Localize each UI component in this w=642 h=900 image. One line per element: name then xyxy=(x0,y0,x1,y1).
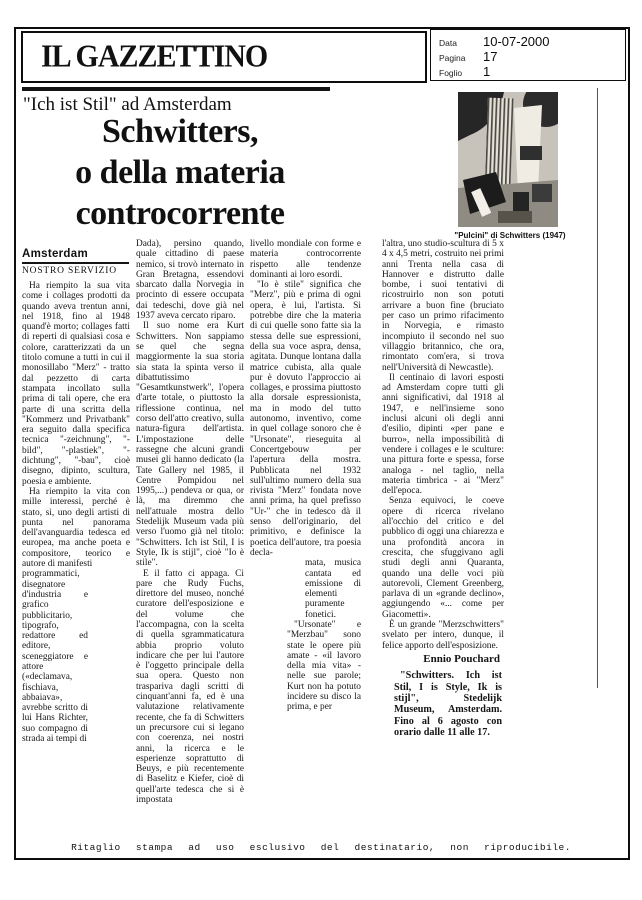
paragraph: Il centinaio di lavori esposti ad Amsterdam copre tutti gli anni significativi, dal 1918 al 1947, e nell'insieme sono inclusi alcuni oli degli anni d'esilio, dipinti «per pane e burro», nella impossibilità di vendere i collages e le sculture: una pittura forte e spessa, forse analoga - nel taglio, nella materia timbrica - ai "Merz" dell'epoca. xyxy=(382,372,504,497)
paragraph: Ha riempito la vita con mille interessi, perché è stato, sì, uno degli artisti di punta nel panorama dell'avanguardia tedesca ed europea, ma anche poeta e compositore, teorico e autore di manifesti xyxy=(22,486,130,570)
kicker: "Ich ist Stil" ad Amsterdam xyxy=(23,94,232,115)
dateline-rule xyxy=(22,262,129,264)
info-value-page: 17 xyxy=(483,49,498,64)
dateline: Amsterdam xyxy=(22,248,88,260)
body-column-4 xyxy=(382,239,504,739)
info-row-date xyxy=(439,34,625,49)
headline-line-2: o della materia xyxy=(75,154,285,191)
paragraph-narrow: programmatici, disegnatore d'industria e grafico pubblicitario, tipografo, redattore ed editore, sceneggiatore e attore («declamava, fischiava, abbaiava», avrebbe scritto di lui Hans Richter, suo compagno di strada ai tempi di xyxy=(22,569,88,745)
info-label-sheet: Foglio xyxy=(439,68,463,78)
info-box xyxy=(430,29,626,81)
service-line: NOSTRO SERVIZIO xyxy=(22,266,117,276)
headline-line-3: controcorrente xyxy=(75,195,285,232)
newspaper-masthead: IL GAZZETTINO xyxy=(41,39,268,74)
paragraph: livello mondiale con forme e materia controcorrente rispetto alle tendenze dominanti ai loro esordi. xyxy=(250,239,361,280)
paragraph: Il suo nome era Kurt Schwitters. Non sappiamo se quel che segna maggiormente la sua storia sia stata la spinta verso il dibattutissimo "Gesamtkunstwerk", l'opera d'arte totale, o piuttosto la riflessione continua, nel corso dell'atto creativo, sulla natura-figura dell'artista. L'impostazione delle rassegne che alcuni grandi musei gli hanno dedicato (la Tate Gallery nel 1985, il Centre Pompidou nel 1995,...) pendeva or qua, or là, ma diremmo che nell'attuale mostra dello Stedelijk Museum vada più verso l'uomo già nel titolo: "Schwitters. Ich ist Stil, I is Style, Ik is stijl", cioè "Io è stile". xyxy=(136,321,244,569)
headline-line-1: Schwitters, xyxy=(102,113,258,150)
info-label-page: Pagina xyxy=(439,53,466,63)
collage-image xyxy=(458,92,558,227)
article-top-rule xyxy=(22,87,330,91)
paragraph: Dada), persino quando, quale cittadino di paese nemico, si trovò internato in Gran Bretagna, essendovi sbarcato dalla Norvegia in procinto di essere occupata dai tedeschi, dove già nel 1937 aveva cercato riparo. xyxy=(136,239,244,322)
paragraph: E il fatto ci appaga. Ci pare che Rudy Fuchs, direttore del museo, nonché curatore dell'esposizione e del volume che l'accompagna, con la scelta di quella sgrammaticatura abbia proprio voluto indicare che per lui l'autore è l'oggetto principale della sua opera. Questo non traspariva dagli scritti di cinquant'anni fa, ed è una valutazione relativamente recente, che fa di Schwitters un precursore cui si legano con coerenza, nei nostri anni, la ricerca e le esperienze soprattutto di Beuys, e più recentemente di Baselitz e Kiefer, cioè di quell'arte tedesca che si è impostata xyxy=(136,568,244,806)
info-row-sheet xyxy=(439,64,625,79)
column-separator xyxy=(597,88,598,688)
masthead-box xyxy=(21,31,427,83)
info-value-sheet: 1 xyxy=(483,64,491,79)
paragraph: l'altra, uno studio-scultura di 5 x 4 x 4,5 metri, costruito nei primi anni Trenta nella casa di Hannover e distrutto dalle bombe, i suoi tentativi di ricostruirlo non son potuti arrivare a buon fine (bruciato per caso un primo rifacimento in Norvegia, e rimasto incompiuto il secondo nel suo villaggio britannico, che ora, rimontato com'era, si trova nell'Università di Newcastle). xyxy=(382,239,504,373)
paragraph-narrow: "Ursonate" e "Merzbau" sono state le opere più amate - «il lavoro della mia vita» - nelle sue parole; Kurt non ha potuto incidere su disco la prima, e per xyxy=(287,619,361,713)
paragraph: Senza equivoci, le coeve opere di ricerca rivelano all'occhio del critico e del pubblico di oggi una chiarezza e una profondità ancora in crescita, che sfuggivano agli studi degli anni Quaranta, quando una delle voci più autorevoli, Clement Greenberg, parlava di un «grande declino», aggiungendo «... come per Giacometti». xyxy=(382,496,504,620)
paragraph: È un grande "Merzschwitters" svelato per intero, dunque, il felice apporto dell'esposizione. xyxy=(382,619,504,651)
body-column-2 xyxy=(136,239,244,805)
footer-disclaimer: Ritaglio stampa ad uso esclusivo del destinatario, non riproducibile. xyxy=(71,842,571,853)
info-label-date: Data xyxy=(439,38,457,48)
paragraph: "Io è stile" significa che "Merz", più e prima di ogni opera, è lui, l'artista. Si potrebbe dire che la materia di cui quelle sono fatte sia la stessa delle sue espressioni, della sua voce aspra, densa, agitata. Dunque lontana dalla matrice cubista, alla quale pur è dovuto l'approccio ai collages, e prossima piuttosto alla dorsale espressionista, ma in modo del tutto autonomo, inventivo, come in quel collage sonoro che è "Ursonate", rieseguita al Concertgebouw per l'apertura della mostra. Pubblicata nel 1932 sull'ultimo numero della sua rivista "Merz" fondata nove anni prima, ha quel prefisso "Ur-" che in tedesco dà il senso dell'originario, del primitivo, e definisce la poetica dell'autore, tra poesia decla- xyxy=(250,280,361,558)
info-row-page xyxy=(439,49,625,64)
exhibit-info: "Schwitters. Ich ist Stil, I is Style, Ik is stijl", Stedelijk Museum, Amsterdam. Fino al 6 agosto con orario dalle 11 alle 17. xyxy=(394,670,502,739)
info-value-date: 10-07-2000 xyxy=(483,34,550,49)
author-byline: Ennio Pouchard xyxy=(423,652,500,665)
paragraph-narrow: mata, musica cantata ed emissione di elementi puramente fonetici. xyxy=(305,558,361,620)
paragraph: Ha riempito la sua vita come i collages prodotti da quando aveva trentun anni, nel 1918, fino al 1948 quand'è morto; collages fatti di reperti di qualsiasi cosa e colore, caratterizzati da un titolo comune a tutti in cui il monosillabo "Merz" - tratto dal pezzetto di carta stampata incollato sulla prima di tali opere, che era parte di una scritta della "Kommerz und Privatbank" era seguito dalla specifica tecnica "-zeichnung", "-bild", "-plastiek", "-dichtung", "-bau", cioè disegno, dipinto, scultura, poesia e ambiente. xyxy=(22,281,130,487)
headline xyxy=(14,111,346,234)
article-photo xyxy=(458,92,558,227)
body-column-3 xyxy=(250,239,361,713)
body-column-1 xyxy=(22,281,130,744)
photo-caption: "Pulcini" di Schwitters (1947) xyxy=(454,231,566,240)
